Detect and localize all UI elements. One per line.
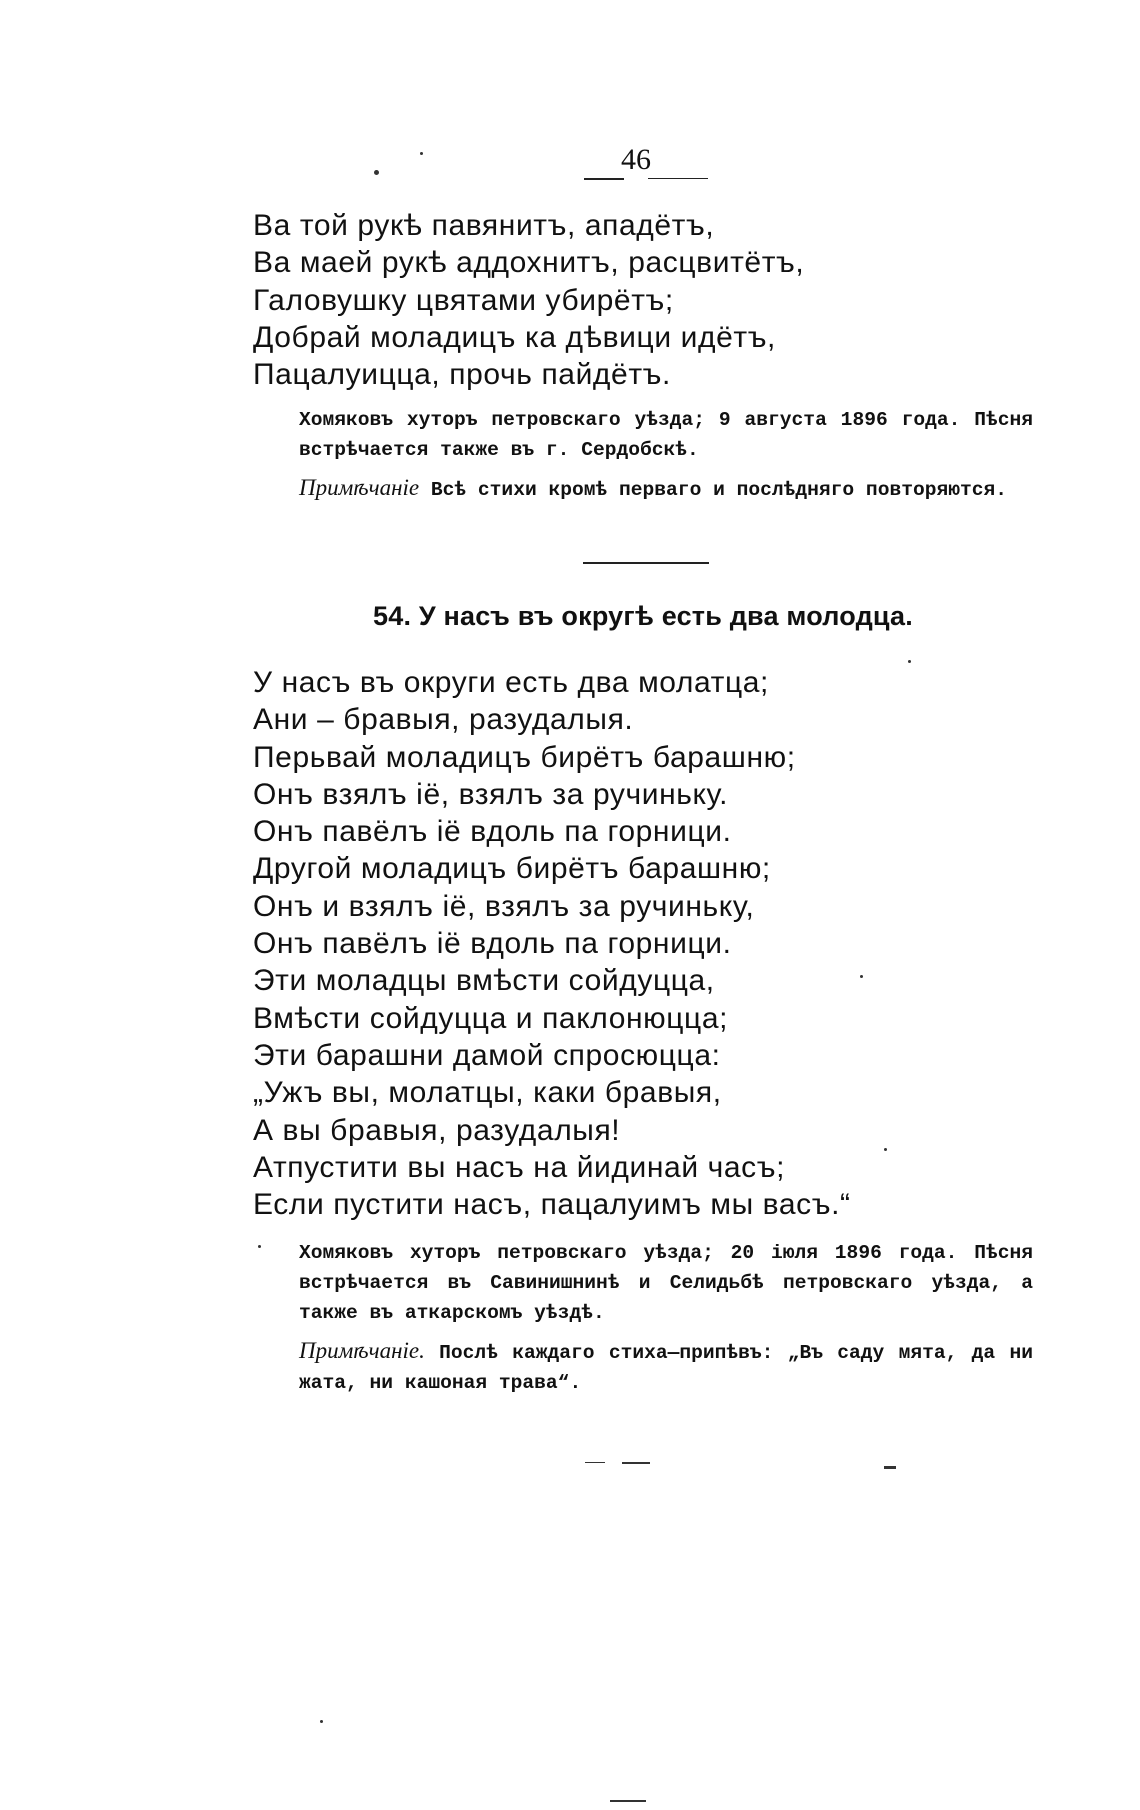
remark bbox=[253, 1336, 1033, 1398]
verse-line: Вмѣсти сойдуцца и паклонюцца; bbox=[253, 1001, 729, 1035]
page-number-rule-left bbox=[584, 178, 624, 180]
verse-line: Онъ павёлъ іё вдоль па горници. bbox=[253, 815, 732, 849]
verse-line: Онъ и взялъ іё, взялъ за ручиньку, bbox=[253, 889, 755, 923]
page-number: 46 bbox=[621, 143, 651, 176]
verse-line: Эти моладцы вмѣсти сойдуцца, bbox=[253, 964, 715, 998]
verse-line: Перьвай моладицъ бирётъ барашню; bbox=[253, 740, 796, 774]
page-number-rule-right bbox=[648, 178, 708, 179]
scan-speck bbox=[908, 660, 911, 663]
verse-line: Ва той рукѣ павянитъ, ападётъ, bbox=[253, 209, 715, 242]
bottom-dash bbox=[622, 1462, 650, 1464]
remark-text: Всѣ стихи кромѣ перваго и послѣдняго повторяются. bbox=[419, 479, 1008, 501]
verse-line: Эти барашни дамой спросюцца: bbox=[253, 1038, 721, 1072]
scan-speck bbox=[420, 152, 423, 155]
scan-speck bbox=[374, 170, 379, 175]
verse-line: У насъ въ округи есть два молатца; bbox=[253, 666, 769, 699]
remark-label: Примѣчаніе. bbox=[299, 1338, 425, 1363]
verse-line: Онъ взялъ іё, взялъ за ручиньку. bbox=[253, 777, 729, 811]
bottom-dash bbox=[610, 1800, 646, 1802]
remark-text: Послѣ каждаго стиха—припѣвъ: „Въ саду мята, да ни жата, ни кашоная трава“. bbox=[299, 1342, 1033, 1394]
verse-line: Онъ павёлъ іё вдоль па горници. bbox=[253, 927, 732, 961]
song-heading: 54. У насъ въ округѣ есть два молодца. bbox=[373, 601, 913, 631]
remark-label: Примѣчаніе bbox=[299, 475, 420, 500]
verse-top bbox=[253, 207, 1053, 393]
verse-line: Пацалуицца, прочь пайдётъ. bbox=[253, 358, 671, 392]
song-verse bbox=[253, 664, 1053, 1223]
verse-line: Галовушку цвятами убирётъ; bbox=[253, 283, 674, 317]
source-note: Хомяковъ хуторъ петровскаго уѣзда; 20 іюля 1896 года. Пѣсня встрѣчается въ Савинишнинѣ и Селидьбѣ петровскаго уѣзда, а также въ аткарскомъ уѣздѣ. bbox=[299, 1242, 1033, 1324]
bottom-dash bbox=[585, 1462, 605, 1463]
section-divider bbox=[583, 562, 709, 564]
verse-line: Атпустити вы насъ на йидинай часъ; bbox=[253, 1150, 786, 1184]
verse-line: Другой моладицъ бирётъ барашню; bbox=[253, 852, 771, 886]
remark bbox=[253, 473, 1033, 505]
note-top bbox=[253, 405, 1033, 505]
scan-speck bbox=[320, 1720, 323, 1723]
bottom-dash bbox=[884, 1466, 896, 1469]
verse-line: Добрай моладицъ ка дѣвици идётъ, bbox=[253, 320, 776, 354]
source-note: Хомяковъ хуторъ петровскаго уѣзда; 9 августа 1896 года. Пѣсня встрѣчается также въ г. Сердобскѣ. bbox=[299, 409, 1033, 461]
note-song bbox=[253, 1238, 1033, 1398]
verse-line: Ани – бравыя, разудалыя. bbox=[253, 703, 634, 737]
verse-line: „Ужъ вы, молатцы, каки бравыя, bbox=[253, 1076, 722, 1110]
verse-line: Ва маей рукѣ аддохнитъ, расцвитётъ, bbox=[253, 246, 805, 280]
verse-line: Если пустити насъ, пацалуимъ мы васъ.“ bbox=[253, 1188, 851, 1222]
verse-line: А вы бравыя, разудалыя! bbox=[253, 1113, 621, 1147]
